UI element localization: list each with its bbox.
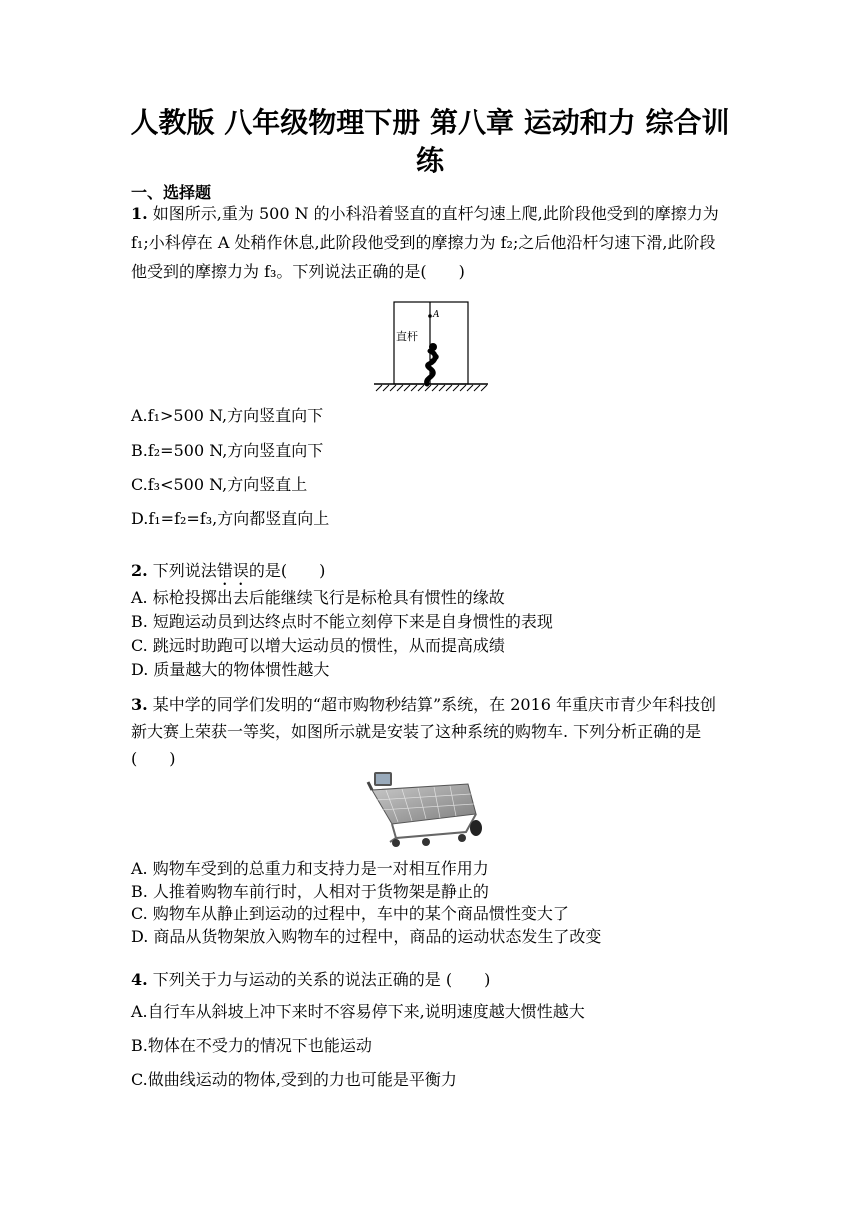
q3-option-a: A. 购物车受到的总重力和支持力是一对相互作用力 (131, 859, 489, 878)
q2-option-a: A. 标枪投掷出去后能继续飞行是标枪具有惯性的缘故 (131, 588, 505, 607)
question-1 (131, 199, 731, 286)
question-4 (131, 965, 731, 994)
q3-option-c: C. 购物车从静止到运动的过程中，车中的某个商品惯性变大了 (131, 904, 569, 923)
point-label: A (433, 310, 440, 320)
question-number: 1. (131, 204, 148, 223)
climbing-pole-figure (372, 298, 490, 394)
shopping-cart-image (366, 768, 490, 850)
question-text: 下列说法 (152, 561, 217, 580)
question-text: 某中学的同学们发明的“超市购物秒结算”系统，在 2016 年重庆市青少年科技创新大赛上荣获一等奖，如图所示就是安装了这种系统的购物车. 下列分析正确的是( ) (131, 695, 717, 768)
question-number: 4. (131, 970, 148, 989)
q3-option-b: B. 人推着购物车前行时，人相对于货物架是静止的 (131, 882, 489, 901)
question-3 (131, 691, 731, 772)
q4-option-a: A.自行车从斜坡上冲下来时不容易停下来,说明速度越大惯性越大 (131, 1002, 585, 1021)
q2-option-d: D. 质量越大的物体惯性越大 (131, 660, 330, 679)
q1-option-b: B.f₂=500 N,方向竖直向下 (131, 441, 324, 460)
q1-option-d: D.f₁=f₂=f₃,方向都竖直向上 (131, 509, 330, 528)
question-text: 如图所示,重为 500 N 的小科沿着竖直的直杆匀速上爬,此阶段他受到的摩擦力为 f₁;小科停在 A 处稍作休息,此阶段他受到的摩擦力为 f₂;之后他沿杆匀速下滑,此阶段他受到的摩擦力为 f₃。下列说法正确的是( ) (131, 204, 719, 281)
q1-option-c: C.f₃<500 N,方向竖直上 (131, 475, 308, 494)
question-number: 2. (131, 561, 148, 580)
q4-option-b: B.物体在不受力的情况下也能运动 (131, 1036, 372, 1055)
question-text-end: 的是( ) (248, 561, 326, 580)
q1-option-a: A.f₁>500 N,方向竖直向下 (131, 406, 324, 425)
emphasized-word: 错误 (216, 561, 249, 580)
q2-option-c: C. 跳远时助跑可以增大运动员的惯性，从而提高成绩 (131, 636, 505, 655)
question-number: 3. (131, 695, 148, 714)
q2-option-b: B. 短跑运动员到达终点时不能立刻停下来是自身惯性的表现 (131, 612, 553, 631)
question-text: 下列关于力与运动的关系的说法正确的是 ( ) (152, 970, 491, 989)
page-title: 人教版 八年级物理下册 第八章 运动和力 综合训练 (130, 106, 730, 177)
q3-option-d: D. 商品从货物架放入购物车的过程中，商品的运动状态发生了改变 (131, 927, 602, 946)
section-heading: 一、选择题 (131, 183, 212, 202)
q4-option-c: C.做曲线运动的物体,受到的力也可能是平衡力 (131, 1070, 457, 1089)
pole-label: 直杆 (396, 330, 418, 343)
